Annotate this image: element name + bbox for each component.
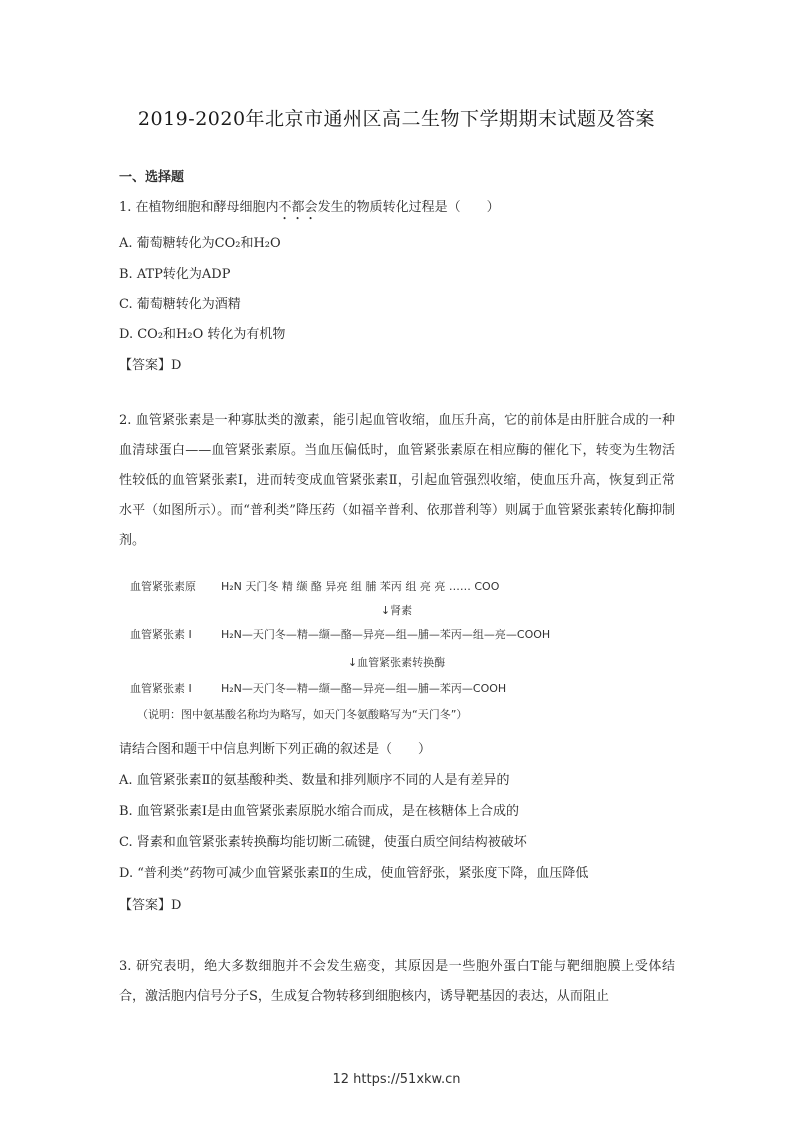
question-2-stem: 2. 血管紧张素是一种寡肽类的激素，能引起血管收缩，血压升高，它的前体是由肝脏合成的一种血清球蛋白——血管紧张素原。当血压偏低时，血管紧张素原在相应酶的催化下，转变为生物活性较低的血管紧张素Ⅰ，进而转变成血管紧张素Ⅱ，引起血管强烈收缩，使血压升高，恢复到正常水平（如图所示）。而“普利类”降压药（如福辛普利、依那普利等）则属于血管紧张素转化酶抑制剂。 — [119, 413, 675, 548]
question-2-option-a: A. 血管紧张素Ⅱ的氨基酸种类、数量和排列顺序不同的人是有差异的 — [119, 773, 510, 788]
question-2-answer: 【答案】D — [119, 898, 182, 913]
question-1-stem-suffix: 发生的物质转化过程是（ ） — [317, 200, 500, 215]
diagram-row-3-name: 血管紧张素 I — [130, 682, 192, 695]
question-1-stem — [119, 196, 500, 223]
diagram-row-3-chain: H₂N—天门冬—精—缬—酪—异亮—组—脯—苯丙—COOH — [221, 682, 507, 695]
diagram-row-1-chain: H₂N 天门冬 精 缬 酪 异亮 组 脯 苯丙 组 亮 亮 …… COO — [221, 580, 500, 593]
question-2-option-c: C. 肾素和血管紧张素转换酶均能切断二硫键，使蛋白质空间结构被破坏 — [119, 835, 527, 850]
document-title: 2019-2020年北京市通州区高二生物下学期期末试题及答案 — [137, 108, 656, 130]
question-2-option-d: D. “普利类”药物可减少血管紧张素Ⅱ的生成，使血管舒张，紧张度下降，血压降低 — [119, 866, 589, 881]
question-1-stem-emphasis: 不都会 — [278, 200, 318, 215]
question-1-option-a: A. 葡萄糖转化为CO₂和H₂O — [119, 236, 281, 251]
question-2-option-b: B. 血管紧张素Ⅰ是由血管紧张素原脱水缩合而成，是在核糖体上合成的 — [119, 804, 519, 819]
diagram-row-angiotensin-ii — [0, 680, 793, 700]
question-3-stem: 3. 研究表明，绝大多数细胞并不会发生癌变，其原因是一些胞外蛋白T能与靶细胞膜上受体结合，激活胞内信号分子S，生成复合物转移到细胞核内，诱导靶基因的表达，从而阻止 — [119, 959, 675, 1004]
section-heading: 一、选择题 — [119, 170, 185, 185]
diagram-arrow-renin: ↓肾素 — [380, 604, 413, 617]
page-footer: 12 https://51xkw.cn — [332, 1072, 461, 1087]
diagram-row-angiotensin-i — [0, 626, 793, 646]
diagram-row-2-chain: H₂N—天门冬—精—缬—酪—异亮—组—脯—苯丙—组—亮—COOH — [221, 628, 551, 641]
question-2-prompt: 请结合图和题干中信息判断下列正确的叙述是（ ） — [119, 742, 432, 757]
diagram-row-1-name: 血管紧张素原 — [130, 580, 196, 593]
diagram-row-2-name: 血管紧张素 I — [130, 628, 192, 641]
question-1-option-d: D. CO₂和H₂O 转化为有机物 — [119, 327, 286, 342]
diagram-arrow-converting-enzyme: ↓血管紧张素转换酶 — [347, 656, 446, 669]
diagram-row-angiotensinogen — [0, 578, 793, 598]
question-1-option-b: B. ATP转化为ADP — [119, 267, 231, 282]
question-1-stem-prefix: 1. 在植物细胞和酵母细胞内 — [119, 200, 279, 215]
question-1-answer: 【答案】D — [119, 358, 182, 373]
question-1-option-c: C. 葡萄糖转化为酒精 — [119, 297, 241, 312]
diagram-note: （说明：图中氨基酸名称均为略写，如天门冬氨酸略写为“天门冬”） — [137, 708, 468, 721]
